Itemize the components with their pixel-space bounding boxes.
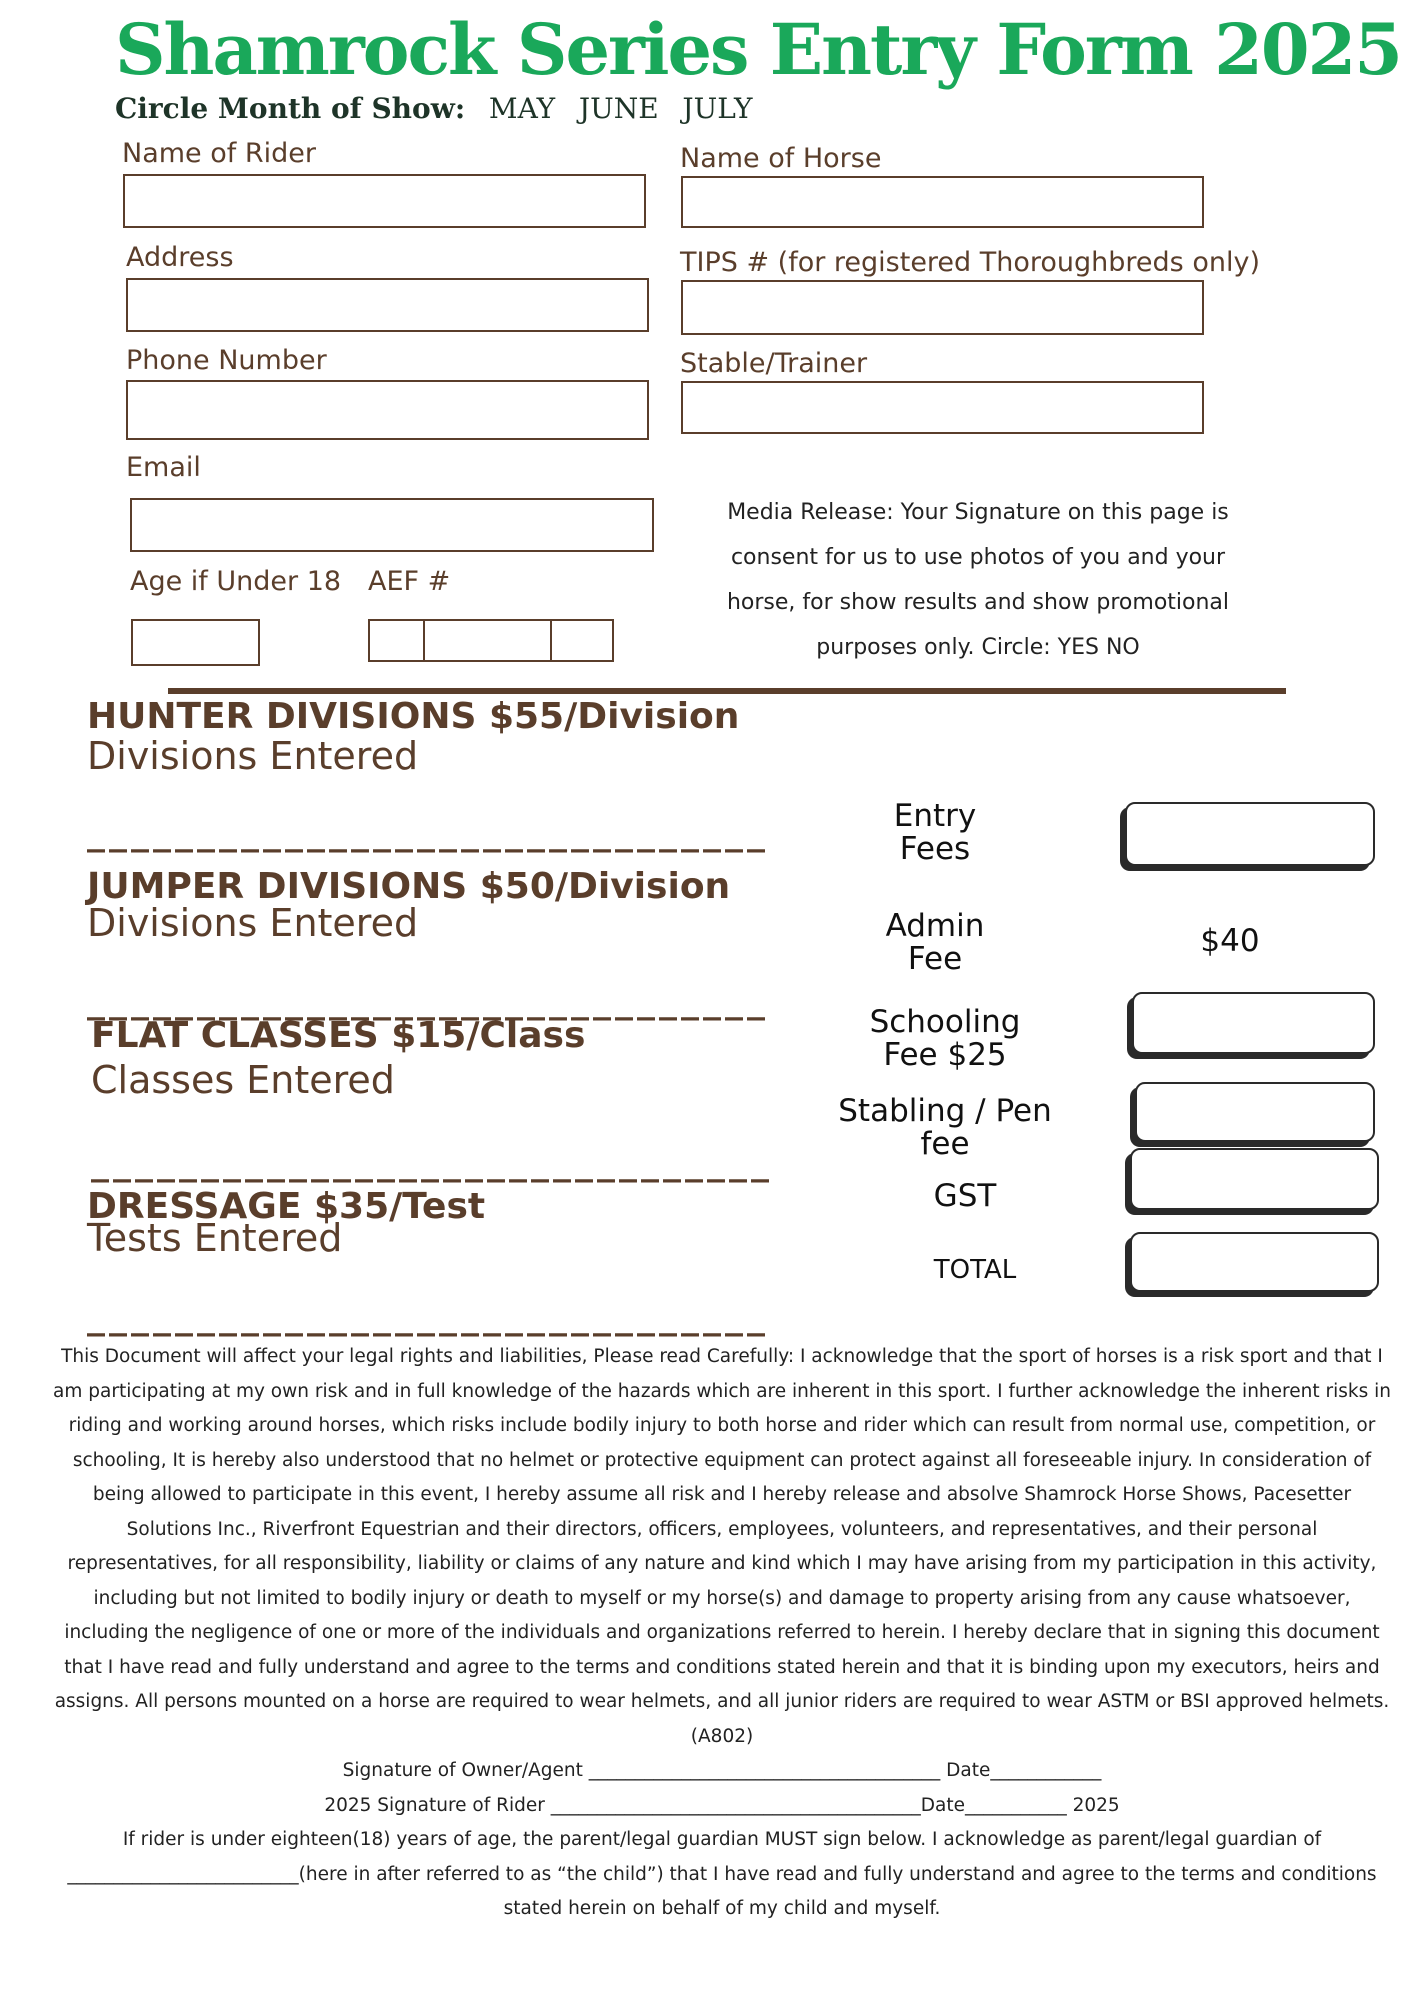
media-release: Media Release: Your Signature on this page is consent for us to use photos of you and your horse, for show results and show promotional purposes only. Circle: YES NO bbox=[726, 500, 1230, 660]
hunter-sub: Divisions Entered bbox=[87, 734, 419, 778]
month-july[interactable]: JULY bbox=[682, 92, 753, 125]
admin-fee-line2: Fee bbox=[907, 941, 963, 977]
stable-label: Stable/Trainer bbox=[680, 348, 868, 379]
aef-label: AEF # bbox=[368, 566, 451, 597]
dressage-sub: Tests Entered bbox=[87, 1216, 343, 1260]
email-field[interactable] bbox=[130, 498, 654, 552]
guardian-statement: If rider is under eighteen(18) years of age, the parent/legal guardian MUST sign below. I acknowledge as parent/legal guardian of _________________________(here in after referred to as “the child”) that I have read and fully understand and agree to the terms and conditions stated herein on behalf of my child and myself. bbox=[67, 1829, 1377, 1919]
age-field[interactable] bbox=[131, 619, 260, 666]
rider-name-field[interactable] bbox=[123, 174, 646, 228]
address-label: Address bbox=[126, 242, 234, 273]
email-label: Email bbox=[126, 452, 201, 483]
gst-label: GST bbox=[933, 1178, 997, 1214]
month-prompt: Circle Month of Show: bbox=[115, 92, 466, 125]
tips-label: TIPS # (for registered Thoroughbreds only) bbox=[680, 247, 1260, 278]
owner-signature-line[interactable]: Signature of Owner/Agent ______________________________________ Date____________ bbox=[342, 1760, 1102, 1781]
horse-name-field[interactable] bbox=[681, 176, 1204, 228]
hunter-entry-line[interactable]: _______________________________ bbox=[87, 812, 769, 853]
stable-field[interactable] bbox=[681, 381, 1204, 434]
flat-entry-line[interactable]: _______________________________ bbox=[91, 1142, 773, 1183]
flat-sub: Classes Entered bbox=[91, 1058, 395, 1102]
month-june[interactable]: JUNE bbox=[578, 92, 659, 125]
dressage-entry-line[interactable]: _______________________________ bbox=[87, 1296, 769, 1337]
schooling-fee-line2: Fee $25 bbox=[883, 1037, 1007, 1073]
tips-field[interactable] bbox=[681, 280, 1204, 335]
schooling-fee-box[interactable] bbox=[1132, 992, 1375, 1054]
stabling-fee-line2: fee bbox=[920, 1126, 970, 1162]
entry-fees-line2: Fees bbox=[899, 831, 971, 867]
jumper-title: JUMPER DIVISIONS $50/Division bbox=[87, 866, 731, 907]
entry-fees-label bbox=[870, 800, 1000, 866]
rider-signature-line[interactable]: 2025 Signature of Rider ________________________________________Date___________ 2025 bbox=[324, 1794, 1120, 1816]
schooling-fee-label bbox=[850, 1006, 1040, 1072]
phone-field[interactable] bbox=[126, 380, 649, 440]
entry-fees-line1: Entry bbox=[893, 798, 977, 834]
waiver-text: This Document will affect your legal rights and liabilities, Please read Carefully: I acknowledge that the sport of horses is a risk sport and that I am participating at my own risk and in full knowledge of the hazards which are inherent in this sport. I further acknowledge the inherent risks in riding and working around horses, which risks include bodily injury to both horse and rider which can result from normal use, competition, or schooling, It is hereby also understood that no helmet or protective equipment can protect against all foreseeable injury. In consideration of being allowed to participate in this event, I hereby assume all risk and I hereby release and absolve Shamrock Horse Shows, Pacesetter Solutions Inc., Riverfront Equestrian and their directors, officers, employees, volunteers, and representatives, and their personal representatives, for all responsibility, liability or claims of any nature and kind which I may have arising from my participation in this activity, including but not limited to bodily injury or death to myself or my horse(s) and damage to property arising from any cause whatsoever, including the negligence of one or more of the individuals and organizations referred to herein. I hereby declare that in signing this document that I have read and fully understand and agree to the terms and conditions stated herein and that it is binding upon my executors, heirs and assigns. All persons mounted on a horse are required to wear helmets, and all junior riders are required to wear ASTM or BSI approved helmets.(A802) bbox=[53, 1346, 1391, 1747]
rider-name-label: Name of Rider bbox=[122, 138, 316, 169]
admin-fee-line1: Admin bbox=[885, 908, 985, 944]
legal-section bbox=[52, 1340, 1392, 1927]
month-selector bbox=[115, 92, 753, 125]
stabling-fee-line1: Stabling / Pen bbox=[838, 1093, 1052, 1129]
stabling-fee-box[interactable] bbox=[1135, 1082, 1375, 1142]
admin-fee-label bbox=[870, 910, 1000, 976]
admin-fee-value: $40 bbox=[1200, 923, 1260, 959]
month-may[interactable]: MAY bbox=[488, 92, 556, 125]
age-label: Age if Under 18 bbox=[130, 566, 342, 597]
phone-label: Phone Number bbox=[126, 345, 327, 376]
hunter-title: HUNTER DIVISIONS $55/Division bbox=[87, 696, 740, 737]
total-label: TOTAL bbox=[933, 1255, 1017, 1285]
stabling-fee-label bbox=[830, 1095, 1060, 1161]
total-box[interactable] bbox=[1130, 1232, 1379, 1292]
jumper-entry-line[interactable]: _______________________________ bbox=[87, 980, 769, 1021]
dressage-title: DRESSAGE $35/Test bbox=[87, 1186, 486, 1227]
aef-field[interactable] bbox=[368, 619, 614, 662]
divider bbox=[168, 688, 1286, 694]
jumper-sub: Divisions Entered bbox=[87, 901, 419, 945]
form-title: Shamrock Series Entry Form 2025 bbox=[115, 8, 1402, 91]
horse-name-label: Name of Horse bbox=[680, 143, 882, 174]
gst-box[interactable] bbox=[1130, 1148, 1379, 1210]
schooling-fee-line1: Schooling bbox=[869, 1004, 1021, 1040]
entry-fees-box[interactable] bbox=[1125, 802, 1375, 866]
address-field[interactable] bbox=[126, 278, 649, 332]
flat-title: FLAT CLASSES $15/Class bbox=[91, 1015, 586, 1056]
